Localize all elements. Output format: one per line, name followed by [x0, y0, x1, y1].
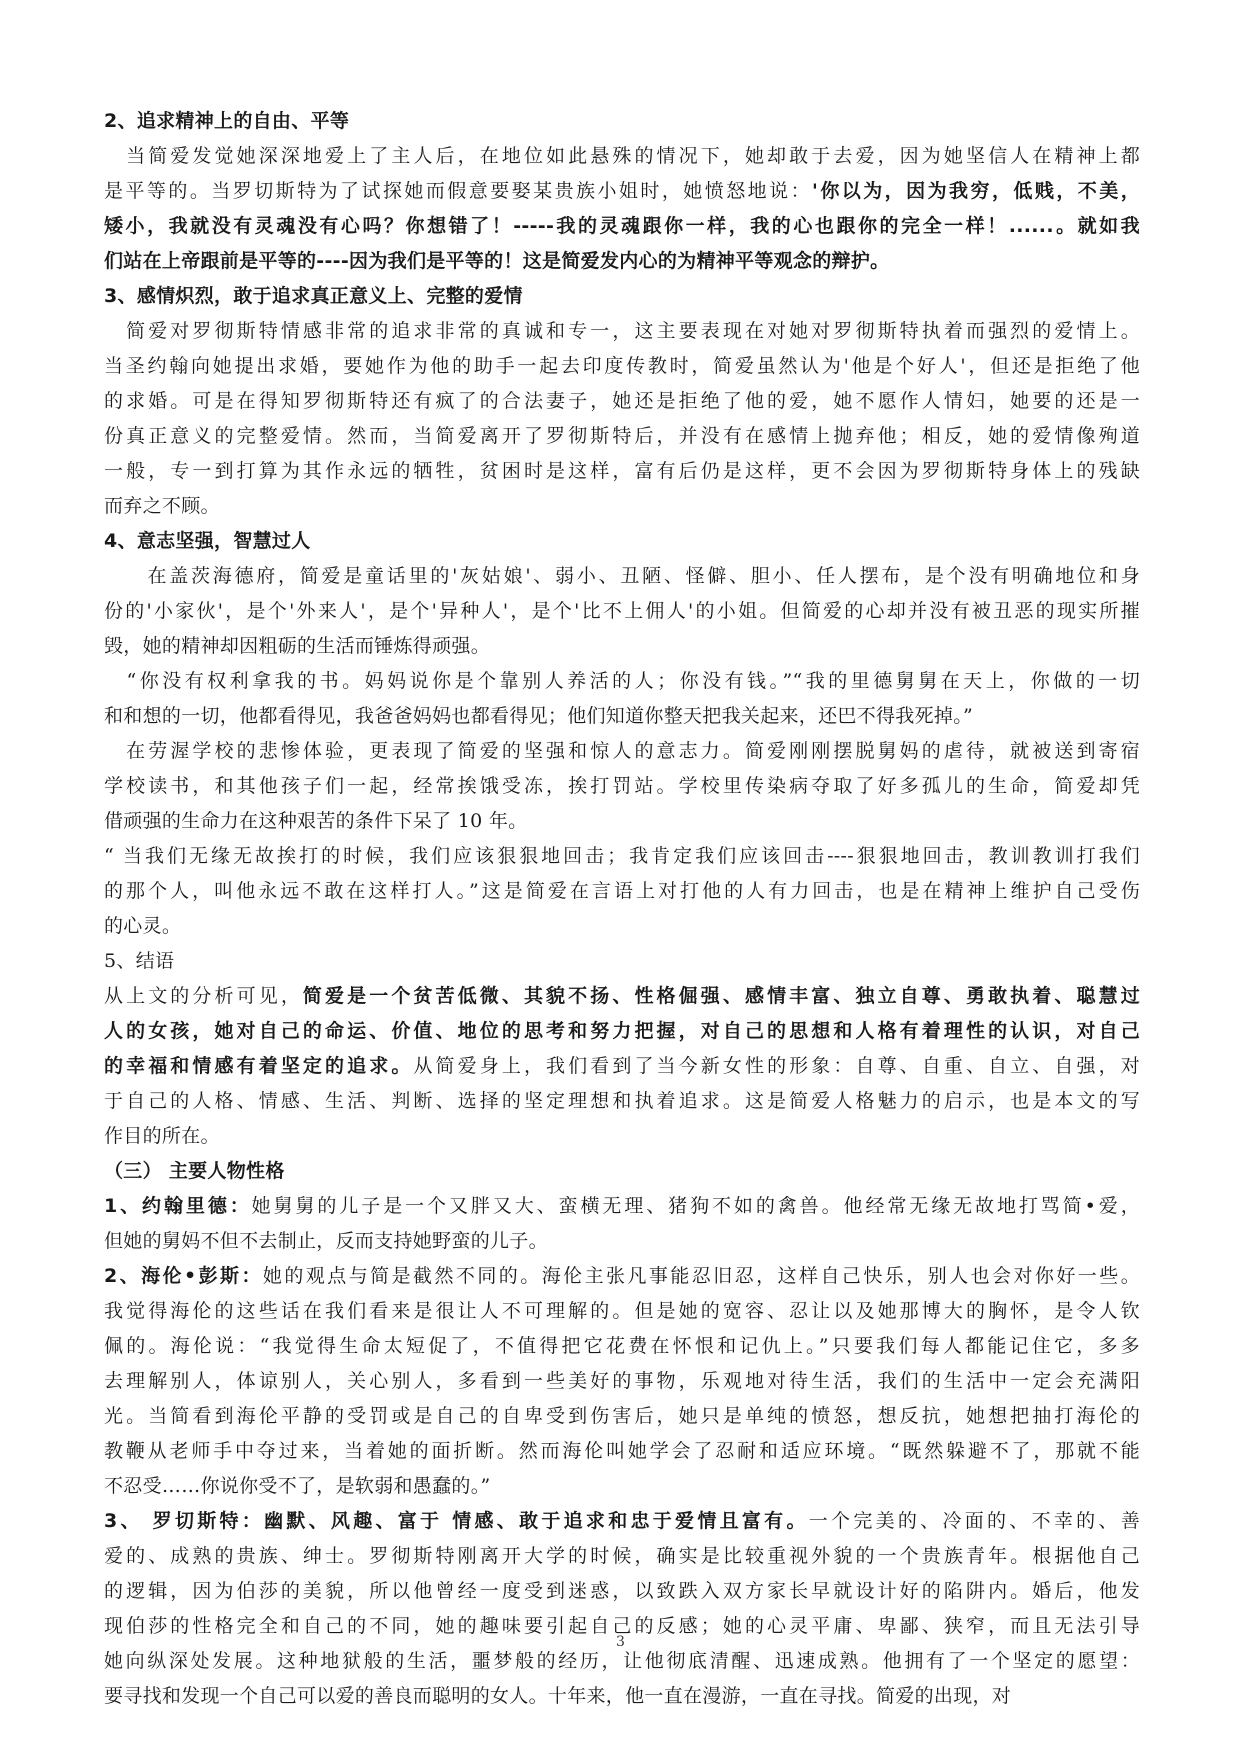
text-run: 她的观点与简是截然不同的。海伦主张凡事能忍旧忍，这样自己快乐，别人也会对你好一些。: [262, 1265, 1140, 1287]
document-section: [104, 1154, 1140, 1714]
text-run: 份真正意义的完整爱情。然而，当简爱离开了罗彻斯特后，并没有在感情上抛弃他；相反，她的爱情像殉道: [104, 425, 1140, 447]
text-run: 佩的。海伦说：“我觉得生命太短促了，不值得把它花费在怀恨和记仇上。”只要我们每人都能记住它，多多: [104, 1335, 1140, 1357]
section-heading: （三） 主要人物性格: [104, 1160, 285, 1182]
text-run: 爱的、成熟的贵族、绅士。罗彻斯特刚离开大学的时候，确实是比较重视外貌的一个贵族青年。根据他自己: [104, 1545, 1140, 1567]
bold-text-run: 2、海伦•彭斯：: [104, 1265, 263, 1287]
text-line: [104, 384, 1140, 419]
text-run: 作目的所在。: [104, 1125, 220, 1147]
document-section: [104, 524, 1140, 944]
text-line: [104, 1434, 1140, 1469]
text-run: 教鞭从老师手中夺过来，当着她的面折断。然而海伦叫她学会了忍耐和适应环境。“既然躲避不了，那就不能: [104, 1440, 1140, 1462]
text-line: [104, 979, 1140, 1014]
text-line: [104, 734, 1140, 769]
text-run: “ 当我们无缘无故挨打的时候，我们应该狠狠地回击；我肯定我们应该回击----狠狠地回击，教训教训打我们: [104, 845, 1140, 867]
text-line: [104, 1119, 1140, 1154]
text-line: [104, 699, 1140, 734]
page-number: 3: [616, 1634, 625, 1650]
text-line: [104, 1539, 1140, 1574]
text-run: 我觉得海伦的这些话在我们看来是很让人不可理解的。但是她的宽容、忍让以及她那博大的胸怀，是令人钦: [104, 1300, 1140, 1322]
text-line: [104, 1574, 1140, 1609]
text-run: 要寻找和发现一个自己可以爱的善良而聪明的女人。十年来，他一直在漫游，一直在寻找。简爱的出现，对: [104, 1685, 1012, 1707]
text-line: [104, 874, 1140, 909]
text-line: [104, 1294, 1140, 1329]
document-section: [104, 104, 1140, 279]
text-run: 借顽强的生命力在这种艰苦的条件下呆了 10 年。: [104, 810, 528, 832]
text-line: [104, 1469, 1140, 1504]
bold-text-run: 们站在上帝跟前是平等的----因为我们是平等的！这是简爱发内心的为精神平等观念的辩护。: [104, 250, 890, 272]
text-line: [104, 139, 1140, 174]
document-section: [104, 279, 1140, 524]
text-run: 在劳渥学校的悲惨体验，更表现了简爱的坚强和惊人的意志力。简爱刚刚摆脱舅妈的虐待，就被送到寄宿: [104, 740, 1140, 762]
text-run: 她向纵深处发展。这种地狱般的生活，噩梦般的经历，让他彻底清醒、迅速成熟。他拥有了一个坚定的愿望：: [104, 1650, 1140, 1672]
section-heading: 2、追求精神上的自由、平等: [104, 110, 350, 132]
text-line: [104, 769, 1140, 804]
bold-text-run: 矮小，我就没有灵魂没有心吗？你想错了！-----我的灵魂跟你一样，我的心也跟你的完全一样！......。就如我: [104, 215, 1140, 237]
bold-text-run: '你以为，因为我穷，低贱，不美，: [812, 180, 1140, 202]
text-run: 的那个人，叫他永远不敢在这样打人。”这是简爱在言语上对打他的人有力回击，也是在精神上维护自己受伤: [104, 880, 1140, 902]
text-run: 当圣约翰向她提出求婚，要她作为他的助手一起去印度传教时，简爱虽然认为'他是个好人'，但还是拒绝了他: [104, 355, 1140, 377]
text-line: [104, 349, 1140, 384]
text-line: [104, 839, 1140, 874]
text-run: “你没有权利拿我的书。妈妈说你是个靠别人养活的人；你没有钱。”“我的里德舅舅在天上，你做的一切: [104, 670, 1140, 692]
bold-text-run: 1、约翰里德：: [104, 1195, 252, 1217]
text-run: 份的'小家伙'，是个'外来人'，是个'异种人'，是个'比不上佣人'的小姐。但简爱的心却并没有被丑恶的现实所摧: [104, 600, 1140, 622]
text-run: 一般，专一到打算为其作永远的牺牲，贫困时是这样，富有后仍是这样，更不会因为罗彻斯特身体上的残缺: [104, 460, 1140, 482]
text-run: 简爱对罗彻斯特情感非常的追求非常的真诚和专一，这主要表现在对她对罗彻斯特执着而强烈的爱情上。: [104, 320, 1140, 342]
text-line: [104, 1049, 1140, 1084]
text-run: 去理解别人，体谅别人，关心别人，多看到一些美好的事物，乐观地对待生活，我们的生活中一定会充满阳: [104, 1370, 1140, 1392]
text-line: [104, 244, 1140, 279]
text-line: [104, 1679, 1140, 1714]
text-run: 而弃之不顾。: [104, 495, 220, 517]
text-run: 不忍受……你说你受不了，是软弱和愚蠢的。”: [104, 1475, 491, 1497]
text-run: 一个完美的、冷面的、不幸的、善: [808, 1510, 1140, 1532]
text-line: [104, 629, 1140, 664]
text-run: 于自己的人格、情感、生活、判断、选择的坚定理想和执着追求。这是简爱人格魅力的启示，也是本文的写: [104, 1090, 1140, 1112]
bold-text-run: 的幸福和情感有着坚定的追求。: [104, 1055, 414, 1077]
text-line: [104, 664, 1140, 699]
text-run: 从简爱身上，我们看到了当今新女性的形象：自尊、自重、自立、自强，对: [413, 1055, 1140, 1077]
text-line: [104, 174, 1140, 209]
text-run: 毁，她的精神却因粗砺的生活而锤炼得顽强。: [104, 635, 491, 657]
text-line: [104, 1189, 1140, 1224]
text-line: [104, 314, 1140, 349]
text-line: [104, 1329, 1140, 1364]
text-line: [104, 454, 1140, 489]
text-line: [104, 1224, 1140, 1259]
text-run: 的心灵。: [104, 915, 182, 937]
bold-text-run: 简爱是一个贫苦低微、其貌不扬、性格倔强、感情丰富、独立自尊、勇敢执着、聪慧过: [302, 985, 1140, 1007]
text-line: [104, 804, 1140, 839]
bold-text-run: 人的女孩，她对自己的命运、价值、地位的思考和努力把握，对自己的思想和人格有着理性的认识，对自己: [104, 1020, 1140, 1042]
text-line: [104, 1399, 1140, 1434]
text-run: 现伯莎的性格完全和自己的不同，她的趣味要引起自己的反感；她的心灵平庸、卑鄙、狭窄，而且无法引导: [104, 1615, 1140, 1637]
text-run: 从上文的分析可见，: [104, 985, 303, 1007]
text-run: 当简爱发觉她深深地爱上了主人后，在地位如此悬殊的情况下，她却敢于去爱，因为她坚信人在精神上都: [104, 145, 1140, 167]
text-line: [104, 594, 1140, 629]
text-run: 是平等的。当罗切斯特为了试探她而假意要娶某贵族小姐时，她愤怒地说：: [104, 180, 813, 202]
text-line: [104, 1014, 1140, 1049]
text-line: [104, 1084, 1140, 1119]
section-heading: 5、结语: [104, 950, 175, 972]
text-run: 在盖茨海德府，简爱是童话里的'灰姑娘'、弱小、丑陋、怪僻、胆小、任人摆布，是个没有明确地位和身: [104, 565, 1140, 587]
section-heading: 3、感情炽烈，敢于追求真正意义上、完整的爱情: [104, 285, 523, 307]
section-heading: 4、意志坚强，智慧过人: [104, 530, 311, 552]
text-line: [104, 1504, 1140, 1539]
text-line: [104, 1259, 1140, 1294]
bold-text-run: 3、 罗切斯特：幽默、风趣、富于 情感、敢于追求和忠于爱情且富有。: [104, 1510, 809, 1532]
document-section: [104, 944, 1140, 1154]
text-run: 的逻辑，因为伯莎的美貌，所以他曾经一度受到迷惑，以致跌入双方家长早就设计好的陷阱内。婚后，他发: [104, 1580, 1140, 1602]
text-line: [104, 209, 1140, 244]
text-line: [104, 419, 1140, 454]
text-run: 光。当简看到海伦平静的受罚或是自己的自卑受到伤害后，她只是单纯的愤怒，想反抗，她想把抽打海伦的: [104, 1405, 1140, 1427]
text-line: [104, 1364, 1140, 1399]
text-run: 她舅舅的儿子是一个又胖又大、蛮横无理、猪狗不如的禽兽。他经常无缘无故地打骂简•爱，: [251, 1195, 1140, 1217]
text-line: [104, 909, 1140, 944]
text-line: [104, 559, 1140, 594]
text-run: 但她的舅妈不但不去制止，反而支持她野蛮的儿子。: [104, 1230, 548, 1252]
text-run: 和和想的一切，他都看得见，我爸爸妈妈也都看得见；他们知道你整天把我关起来，还巴不得我死掉。”: [104, 705, 974, 727]
text-run: 学校读书，和其他孩子们一起，经常挨饿受冻，挨打罚站。学校里传染病夺取了好多孤儿的生命，简爱却凭: [104, 775, 1140, 797]
text-run: 的求婚。可是在得知罗彻斯特还有疯了的合法妻子，她还是拒绝了他的爱，她不愿作人情妇，她要的还是一: [104, 390, 1140, 412]
document-page: [104, 104, 1140, 1714]
text-line: [104, 489, 1140, 524]
